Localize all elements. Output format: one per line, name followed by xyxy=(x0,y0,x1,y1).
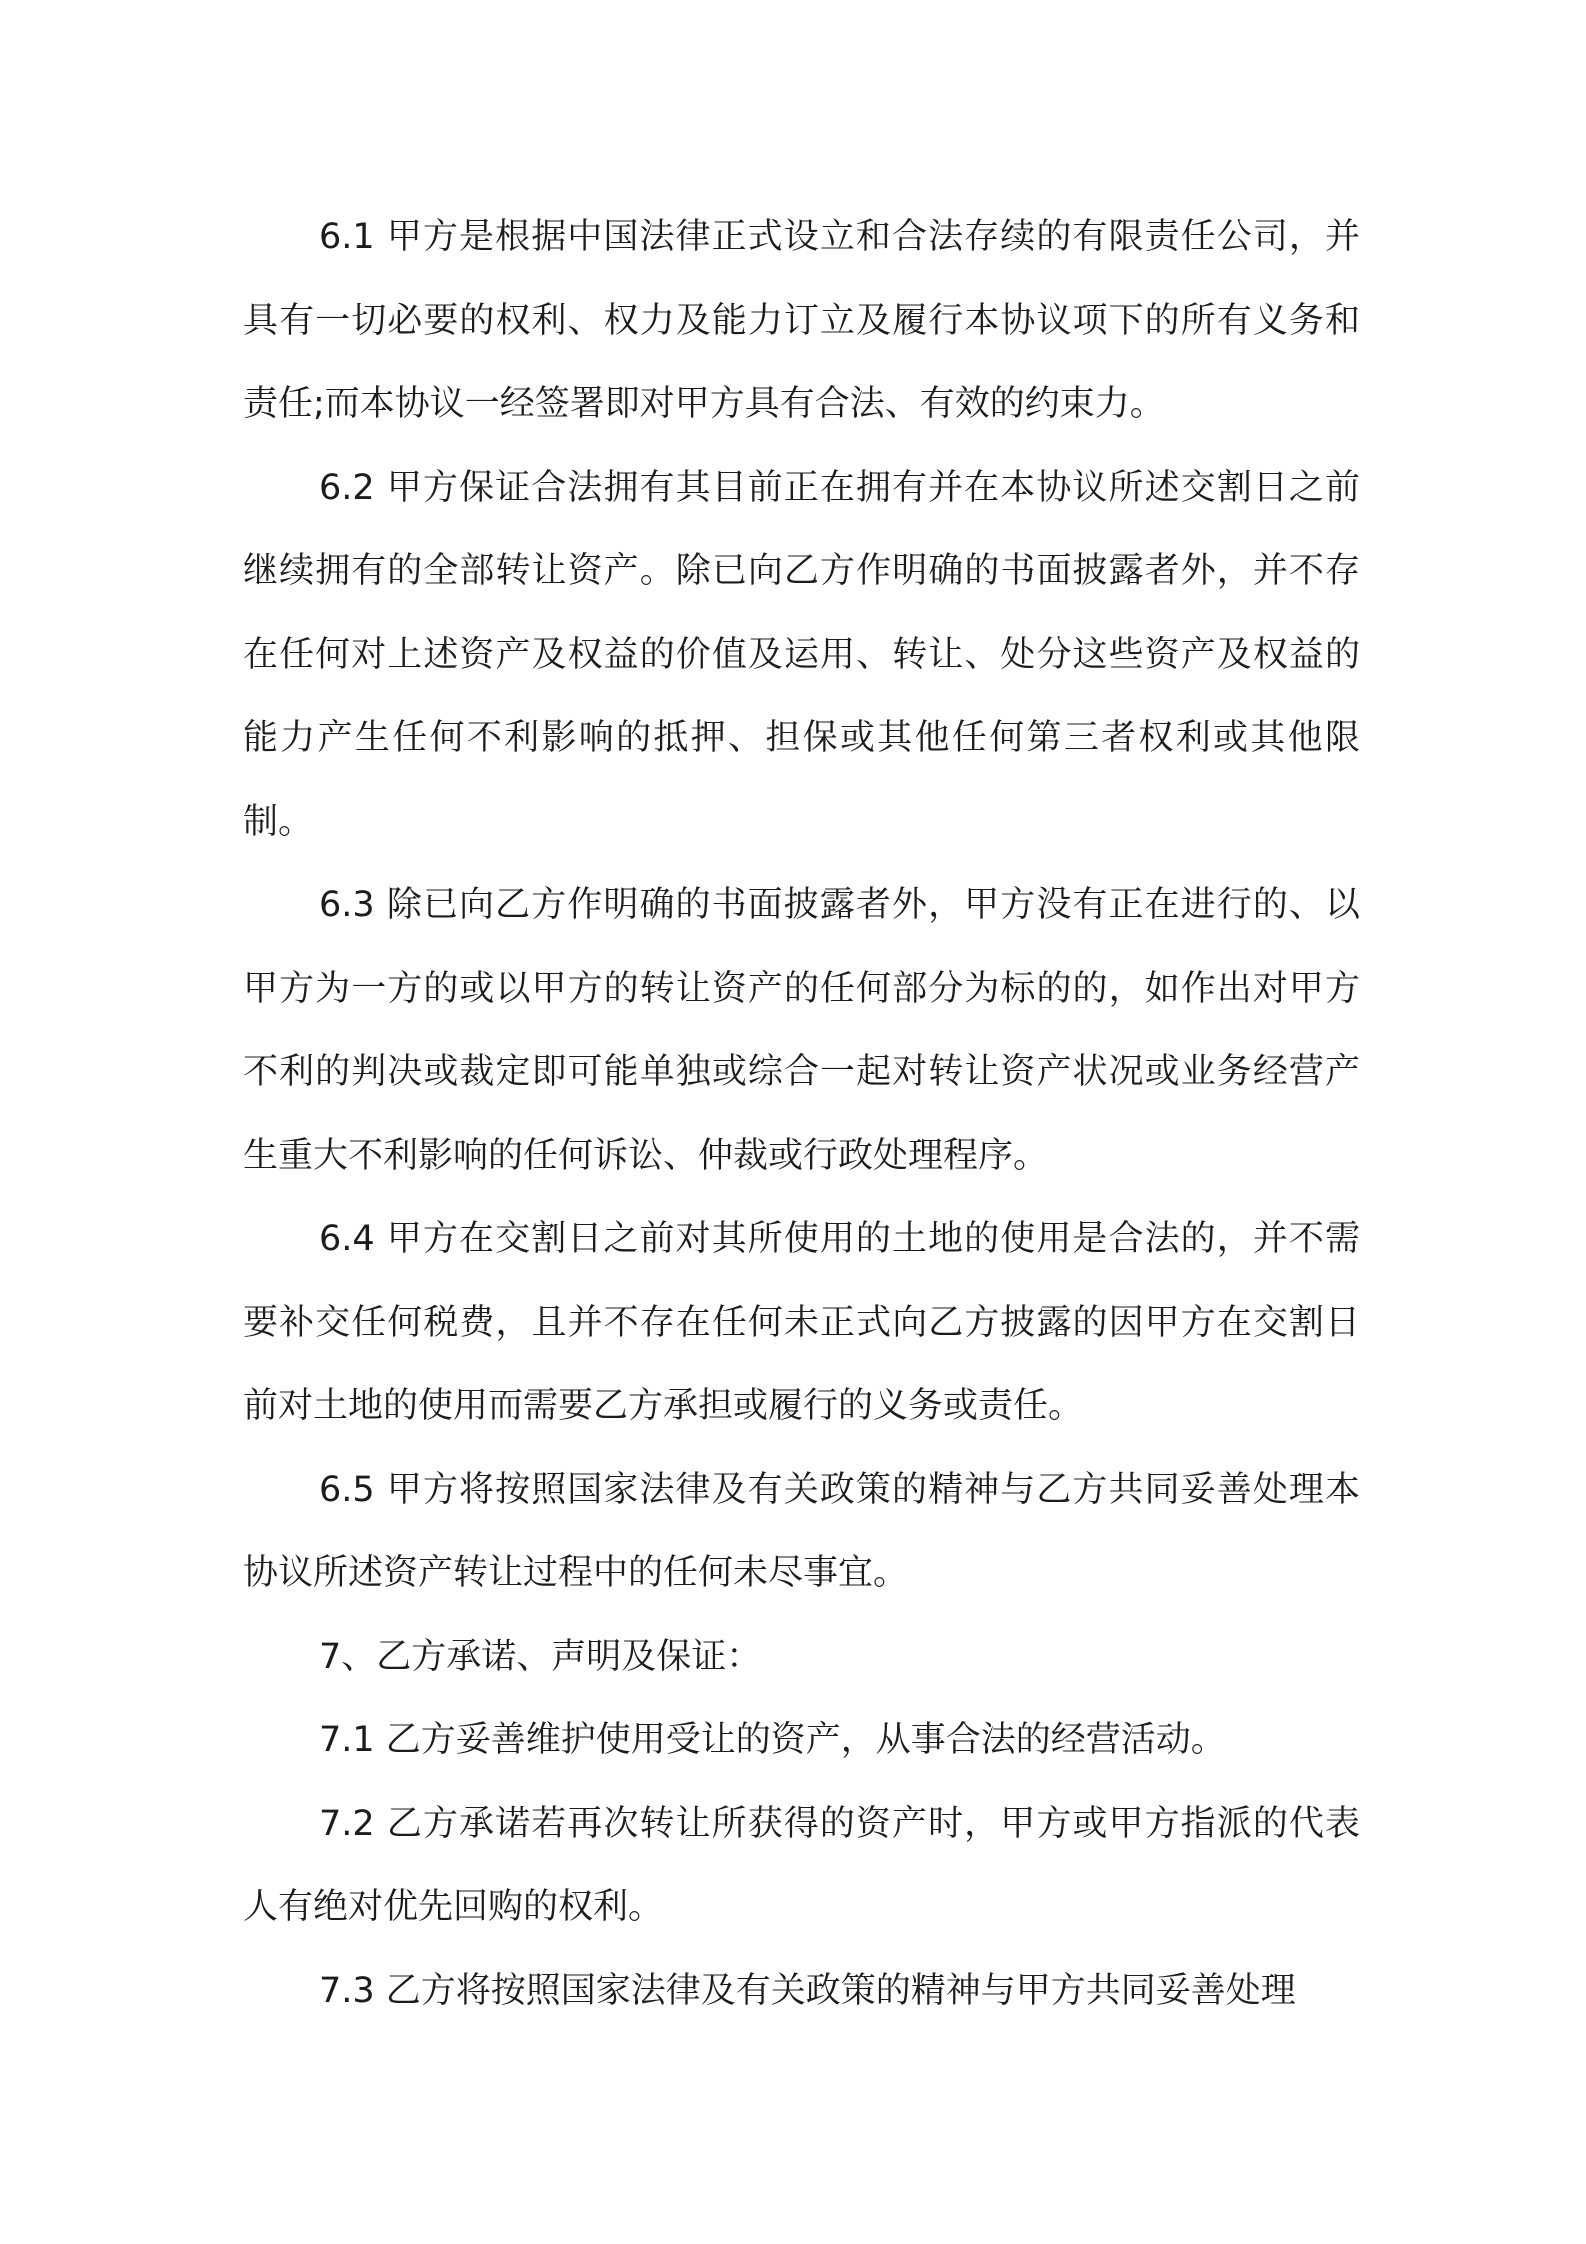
paragraph-6-3: 6.3 除已向乙方作明确的书面披露者外，甲方没有正在进行的、以甲方为一方的或以甲方的转让资产的任何部分为标的的，如作出对甲方不利的判决或裁定即可能单独或综合一起对转让资产状况或业务经营产生重大不利影响的任何诉讼、仲裁或行政处理程序。 xyxy=(243,885,1360,1176)
paragraph-6-5: 6.5 甲方将按照国家法律及有关政策的精神与乙方共同妥善处理本协议所述资产转让过程中的任何未尽事宜。 xyxy=(243,1469,1360,1593)
paragraph-7-3: 7.3 乙方将按照国家法律及有关政策的精神与甲方共同妥善处理 xyxy=(319,1970,1296,2011)
paragraph-7-1: 7.1 乙方妥善维护使用受让的资产，从事合法的经营活动。 xyxy=(319,1720,1226,1760)
paragraph-7-2: 7.2 乙方承诺若再次转让所获得的资产时，甲方或甲方指派的代表人有绝对优先回购的权利。 xyxy=(243,1803,1360,1927)
section-7-heading: 7、乙方承诺、声明及保证： xyxy=(319,1636,762,1677)
paragraph-6-2: 6.2 甲方保证合法拥有其目前正在拥有并在本协议所述交割日之前继续拥有的全部转让资产。除已向乙方作明确的书面披露者外，并不存在任何对上述资产及权益的价值及运用、转让、处分这些资产及权益的能力产生任何不利影响的抵押、担保或其他任何第三者权利或其他限制。 xyxy=(243,467,1360,842)
paragraph-6-4: 6.4 甲方在交割日之前对其所使用的土地的使用是合法的，并不需要补交任何税费，且并不存在任何未正式向乙方披露的因甲方在交割日前对土地的使用而需要乙方承担或履行的义务或责任。 xyxy=(243,1219,1360,1426)
paragraph-6-1: 6.1 甲方是根据中国法律正式设立和合法存续的有限责任公司，并具有一切必要的权利、权力及能力订立及履行本协议项下的所有义务和责任;而本协议一经签署即对甲方具有合法、有效的约束力。 xyxy=(243,217,1360,424)
document-body xyxy=(243,196,1360,2033)
